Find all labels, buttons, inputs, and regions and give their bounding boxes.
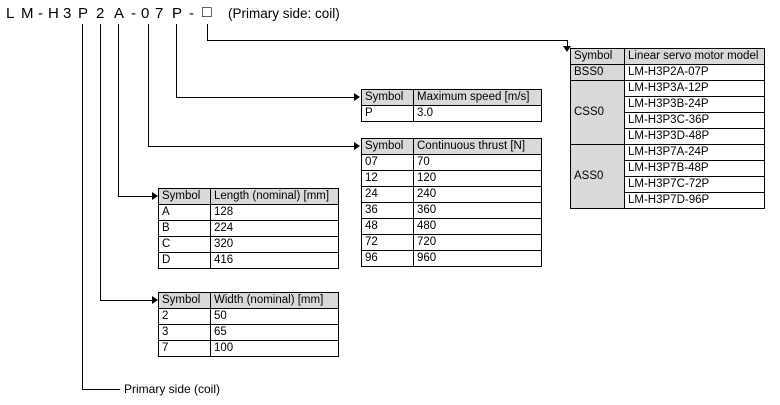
cell-model: LM-H3P7B-48P bbox=[625, 161, 765, 177]
table-row bbox=[362, 203, 542, 219]
col-header-max-speed: Maximum speed [m/s] bbox=[414, 90, 542, 106]
cell-symbol: BSS0 bbox=[571, 65, 625, 81]
cell-symbol: C bbox=[159, 237, 211, 253]
col-header-symbol: Symbol bbox=[571, 49, 625, 65]
table-row bbox=[362, 219, 542, 235]
footer-primary-side-label: Primary side (coil) bbox=[124, 382, 221, 396]
col-header-length: Length (nominal) [mm] bbox=[211, 189, 339, 205]
cell-value: 320 bbox=[211, 237, 339, 253]
cell-symbol: CSS0 bbox=[571, 81, 625, 145]
cell-value: 360 bbox=[414, 203, 542, 219]
cell-model: LM-H3P3C-36P bbox=[625, 113, 765, 129]
cell-model: LM-H3P7C-72P bbox=[625, 177, 765, 193]
code-char: L bbox=[6, 5, 15, 22]
cell-symbol: 12 bbox=[362, 171, 414, 187]
code-char: 3 bbox=[63, 5, 72, 22]
table-row bbox=[362, 171, 542, 187]
leader-arrow-thrust bbox=[354, 142, 360, 150]
cell-symbol: D bbox=[159, 253, 211, 269]
primary-side-coil-note: (Primary side: coil) bbox=[228, 6, 340, 21]
table-row bbox=[159, 205, 339, 221]
cell-symbol: 07 bbox=[362, 155, 414, 171]
cell-symbol: P bbox=[362, 106, 414, 122]
leader-line-primary-v bbox=[82, 24, 83, 389]
code-char: 0 bbox=[141, 5, 150, 22]
table-row bbox=[362, 235, 542, 251]
cell-value: 65 bbox=[211, 325, 339, 341]
leader-line-model-v bbox=[207, 24, 208, 40]
table-width-nominal bbox=[158, 292, 339, 357]
col-header-thrust: Continuous thrust [N] bbox=[414, 139, 542, 155]
cell-symbol: 36 bbox=[362, 203, 414, 219]
cell-model: LM-H3P3D-48P bbox=[625, 129, 765, 145]
leader-line-length-v bbox=[118, 24, 119, 196]
code-char: P bbox=[78, 5, 89, 22]
cell-value: 128 bbox=[211, 205, 339, 221]
leader-line-width-v bbox=[100, 24, 101, 300]
table-row bbox=[362, 90, 542, 106]
table-continuous-thrust bbox=[361, 138, 542, 267]
cell-model: LM-H3P3B-24P bbox=[625, 97, 765, 113]
table-row bbox=[362, 251, 542, 267]
cell-value: 416 bbox=[211, 253, 339, 269]
table-row bbox=[159, 253, 339, 269]
table-row bbox=[159, 341, 339, 357]
code-char: 7 bbox=[155, 5, 164, 22]
cell-value: 240 bbox=[414, 187, 542, 203]
table-row bbox=[159, 189, 339, 205]
col-header-symbol: Symbol bbox=[362, 90, 414, 106]
cell-model: LM-H3P7A-24P bbox=[625, 145, 765, 161]
cell-model: LM-H3P7D-96P bbox=[625, 193, 765, 209]
code-char: - bbox=[131, 5, 136, 22]
code-char: - bbox=[189, 5, 194, 22]
col-header-symbol: Symbol bbox=[362, 139, 414, 155]
table-row bbox=[159, 293, 339, 309]
col-header-symbol: Symbol bbox=[159, 189, 211, 205]
table-row bbox=[571, 49, 765, 65]
cell-symbol: ASS0 bbox=[571, 145, 625, 209]
leader-line-thrust-h bbox=[148, 146, 356, 147]
leader-line-model-h bbox=[207, 40, 567, 41]
cell-symbol: 48 bbox=[362, 219, 414, 235]
col-header-model: Linear servo motor model bbox=[625, 49, 765, 65]
cell-value: 3.0 bbox=[414, 106, 542, 122]
leader-line-speed-h bbox=[176, 97, 356, 98]
cell-symbol: A bbox=[159, 205, 211, 221]
cell-value: 480 bbox=[414, 219, 542, 235]
col-header-symbol: Symbol bbox=[159, 293, 211, 309]
leader-line-speed-v bbox=[176, 24, 177, 97]
cell-symbol: 24 bbox=[362, 187, 414, 203]
table-row bbox=[159, 237, 339, 253]
code-char: H bbox=[48, 5, 59, 22]
table-row bbox=[159, 309, 339, 325]
cell-model: LM-H3P3A-12P bbox=[625, 81, 765, 97]
table-row bbox=[571, 65, 765, 81]
cell-model: LM-H3P2A-07P bbox=[625, 65, 765, 81]
table-row bbox=[159, 221, 339, 237]
table-row bbox=[362, 155, 542, 171]
cell-value: 224 bbox=[211, 221, 339, 237]
leader-line-primary-h bbox=[82, 389, 120, 390]
leader-line-thrust-v bbox=[148, 24, 149, 146]
table-row bbox=[362, 106, 542, 122]
table-row bbox=[571, 81, 765, 97]
cell-symbol: B bbox=[159, 221, 211, 237]
code-char: 2 bbox=[96, 5, 105, 22]
cell-symbol: 72 bbox=[362, 235, 414, 251]
leader-arrow-speed bbox=[354, 93, 360, 101]
table-maximum-speed bbox=[361, 89, 542, 122]
cell-value: 720 bbox=[414, 235, 542, 251]
cell-symbol: 96 bbox=[362, 251, 414, 267]
code-char: P bbox=[172, 5, 183, 22]
cell-value: 120 bbox=[414, 171, 542, 187]
cell-symbol: 3 bbox=[159, 325, 211, 341]
leader-line-width-h bbox=[100, 300, 154, 301]
table-length-nominal bbox=[158, 188, 339, 269]
leader-line-length-h bbox=[118, 196, 154, 197]
cell-symbol: 2 bbox=[159, 309, 211, 325]
cell-value: 50 bbox=[211, 309, 339, 325]
table-row bbox=[362, 139, 542, 155]
code-char: A bbox=[114, 5, 125, 22]
table-row bbox=[362, 187, 542, 203]
table-row bbox=[571, 145, 765, 161]
code-char: M bbox=[21, 5, 34, 22]
code-char-box: □ bbox=[202, 4, 212, 21]
col-header-width: Width (nominal) [mm] bbox=[211, 293, 339, 309]
cell-value: 70 bbox=[414, 155, 542, 171]
cell-symbol: 7 bbox=[159, 341, 211, 357]
code-char: - bbox=[38, 5, 43, 22]
table-row bbox=[159, 325, 339, 341]
table-linear-servo-motor-model bbox=[570, 48, 765, 209]
cell-value: 960 bbox=[414, 251, 542, 267]
cell-value: 100 bbox=[211, 341, 339, 357]
